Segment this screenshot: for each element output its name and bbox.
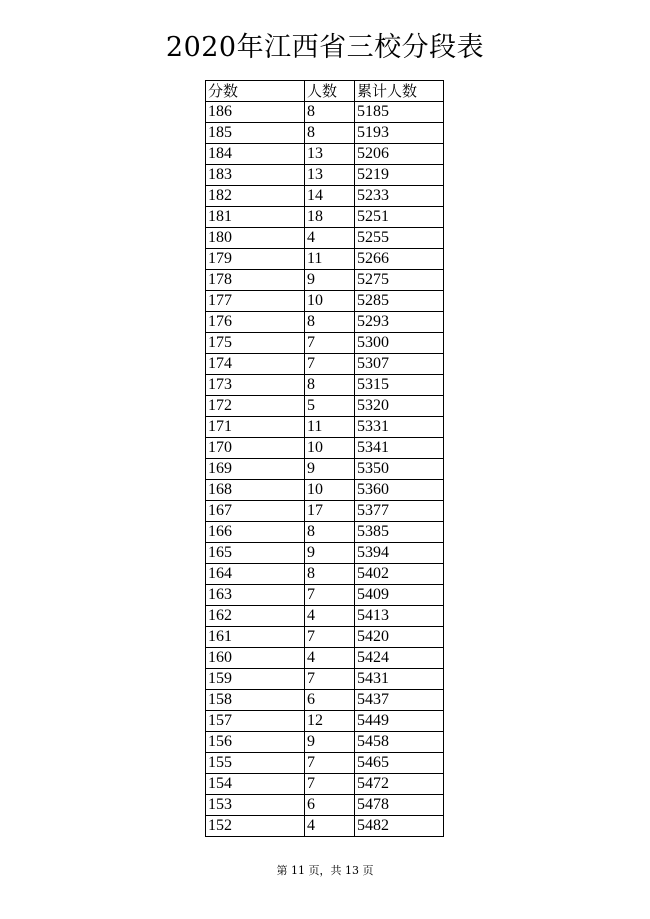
count-cell: 7 [305, 753, 355, 774]
page-title: 2020年江西省三校分段表 [165, 32, 485, 63]
score-cell: 183 [206, 165, 305, 186]
count-cell: 7 [305, 333, 355, 354]
count-cell: 7 [305, 354, 355, 375]
score-cell: 159 [206, 669, 305, 690]
table-row [206, 417, 444, 438]
cumulative-cell: 5394 [355, 543, 444, 564]
score-cell: 171 [206, 417, 305, 438]
cumulative-cell: 5458 [355, 732, 444, 753]
header-cumulative: 累计人数 [355, 81, 444, 102]
count-cell: 14 [305, 186, 355, 207]
table-row [206, 375, 444, 396]
count-cell: 7 [305, 585, 355, 606]
table-row [206, 249, 444, 270]
score-cell: 176 [206, 312, 305, 333]
table-row [206, 522, 444, 543]
cumulative-cell: 5360 [355, 480, 444, 501]
count-cell: 11 [305, 417, 355, 438]
count-cell: 9 [305, 543, 355, 564]
table-row [206, 606, 444, 627]
cumulative-cell: 5413 [355, 606, 444, 627]
score-cell: 164 [206, 564, 305, 585]
score-cell: 186 [206, 102, 305, 123]
table-row [206, 186, 444, 207]
count-cell: 4 [305, 816, 355, 837]
page-footer: 第 11 页，共 13 页 [276, 864, 374, 877]
cumulative-cell: 5193 [355, 123, 444, 144]
score-cell: 165 [206, 543, 305, 564]
score-cell: 160 [206, 648, 305, 669]
table-row [206, 627, 444, 648]
cumulative-cell: 5251 [355, 207, 444, 228]
cumulative-cell: 5424 [355, 648, 444, 669]
cumulative-cell: 5315 [355, 375, 444, 396]
cumulative-cell: 5350 [355, 459, 444, 480]
cumulative-cell: 5275 [355, 270, 444, 291]
cumulative-cell: 5482 [355, 816, 444, 837]
score-cell: 153 [206, 795, 305, 816]
table-row [206, 795, 444, 816]
score-cell: 158 [206, 690, 305, 711]
table-header-row [206, 81, 444, 102]
cumulative-cell: 5266 [355, 249, 444, 270]
table-row [206, 207, 444, 228]
cumulative-cell: 5331 [355, 417, 444, 438]
count-cell: 8 [305, 102, 355, 123]
table-row [206, 228, 444, 249]
cumulative-cell: 5472 [355, 774, 444, 795]
table-row [206, 438, 444, 459]
score-cell: 161 [206, 627, 305, 648]
cumulative-cell: 5233 [355, 186, 444, 207]
count-cell: 7 [305, 669, 355, 690]
count-cell: 4 [305, 606, 355, 627]
table-row [206, 648, 444, 669]
count-cell: 8 [305, 564, 355, 585]
table-row [206, 165, 444, 186]
cumulative-cell: 5385 [355, 522, 444, 543]
score-cell: 163 [206, 585, 305, 606]
count-cell: 10 [305, 480, 355, 501]
score-cell: 155 [206, 753, 305, 774]
table-row [206, 312, 444, 333]
table-row [206, 291, 444, 312]
score-cell: 170 [206, 438, 305, 459]
score-cell: 154 [206, 774, 305, 795]
count-cell: 10 [305, 291, 355, 312]
score-cell: 167 [206, 501, 305, 522]
table-row [206, 774, 444, 795]
cumulative-cell: 5300 [355, 333, 444, 354]
count-cell: 18 [305, 207, 355, 228]
table-row [206, 333, 444, 354]
score-cell: 185 [206, 123, 305, 144]
table-row [206, 459, 444, 480]
cumulative-cell: 5402 [355, 564, 444, 585]
table-body [206, 102, 444, 837]
count-cell: 17 [305, 501, 355, 522]
cumulative-cell: 5437 [355, 690, 444, 711]
cumulative-cell: 5219 [355, 165, 444, 186]
score-cell: 168 [206, 480, 305, 501]
cumulative-cell: 5449 [355, 711, 444, 732]
score-cell: 178 [206, 270, 305, 291]
count-cell: 12 [305, 711, 355, 732]
header-score: 分数 [206, 81, 305, 102]
count-cell: 4 [305, 228, 355, 249]
cumulative-cell: 5341 [355, 438, 444, 459]
table-row [206, 144, 444, 165]
score-cell: 175 [206, 333, 305, 354]
table-row [206, 123, 444, 144]
count-cell: 5 [305, 396, 355, 417]
cumulative-cell: 5465 [355, 753, 444, 774]
score-cell: 169 [206, 459, 305, 480]
count-cell: 4 [305, 648, 355, 669]
count-cell: 8 [305, 123, 355, 144]
table-row [206, 732, 444, 753]
table-row [206, 585, 444, 606]
table-row [206, 711, 444, 732]
cumulative-cell: 5307 [355, 354, 444, 375]
count-cell: 8 [305, 375, 355, 396]
score-cell: 177 [206, 291, 305, 312]
score-cell: 182 [206, 186, 305, 207]
score-cell: 180 [206, 228, 305, 249]
cumulative-cell: 5320 [355, 396, 444, 417]
cumulative-cell: 5255 [355, 228, 444, 249]
count-cell: 6 [305, 795, 355, 816]
count-cell: 13 [305, 144, 355, 165]
table-row [206, 816, 444, 837]
cumulative-cell: 5185 [355, 102, 444, 123]
table-row [206, 543, 444, 564]
score-cell: 156 [206, 732, 305, 753]
score-cell: 173 [206, 375, 305, 396]
cumulative-cell: 5409 [355, 585, 444, 606]
count-cell: 9 [305, 270, 355, 291]
header-count: 人数 [305, 81, 355, 102]
table-row [206, 753, 444, 774]
count-cell: 7 [305, 774, 355, 795]
table-row [206, 501, 444, 522]
count-cell: 8 [305, 312, 355, 333]
count-cell: 11 [305, 249, 355, 270]
cumulative-cell: 5420 [355, 627, 444, 648]
score-cell: 152 [206, 816, 305, 837]
table-row [206, 669, 444, 690]
score-cell: 166 [206, 522, 305, 543]
table-row [206, 564, 444, 585]
count-cell: 7 [305, 627, 355, 648]
count-cell: 9 [305, 732, 355, 753]
count-cell: 10 [305, 438, 355, 459]
table-row [206, 354, 444, 375]
count-cell: 8 [305, 522, 355, 543]
cumulative-cell: 5206 [355, 144, 444, 165]
score-cell: 157 [206, 711, 305, 732]
table-row [206, 102, 444, 123]
score-distribution-table [205, 80, 444, 837]
cumulative-cell: 5478 [355, 795, 444, 816]
count-cell: 13 [305, 165, 355, 186]
score-cell: 172 [206, 396, 305, 417]
cumulative-cell: 5293 [355, 312, 444, 333]
count-cell: 6 [305, 690, 355, 711]
score-cell: 174 [206, 354, 305, 375]
score-cell: 181 [206, 207, 305, 228]
table-row [206, 270, 444, 291]
cumulative-cell: 5285 [355, 291, 444, 312]
table-row [206, 396, 444, 417]
count-cell: 9 [305, 459, 355, 480]
table-row [206, 690, 444, 711]
score-cell: 179 [206, 249, 305, 270]
score-cell: 162 [206, 606, 305, 627]
cumulative-cell: 5377 [355, 501, 444, 522]
score-cell: 184 [206, 144, 305, 165]
cumulative-cell: 5431 [355, 669, 444, 690]
table-row [206, 480, 444, 501]
